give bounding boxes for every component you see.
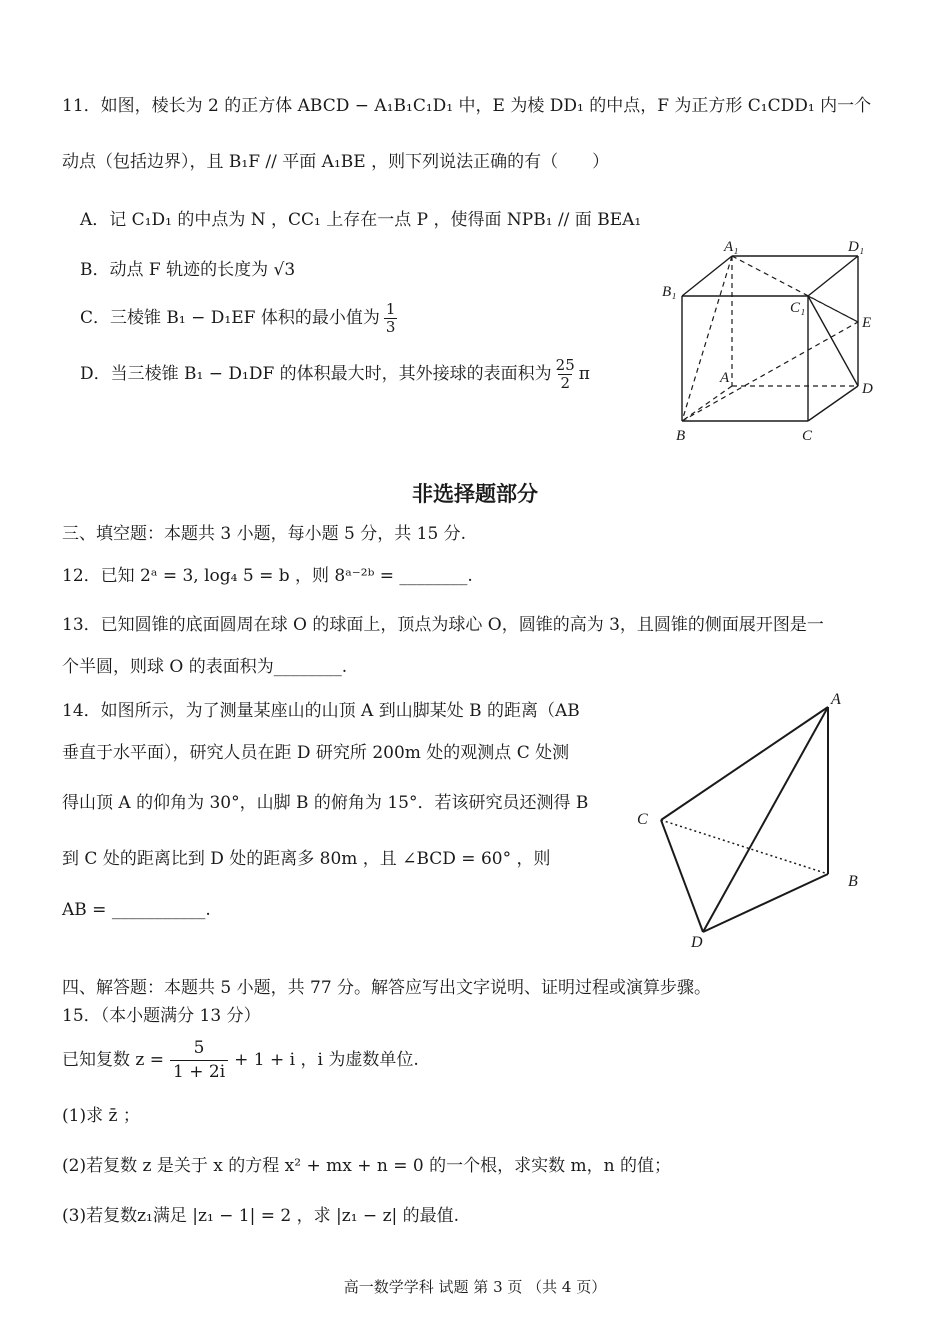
label-d: D: [862, 381, 873, 397]
q15-given: [62, 1037, 419, 1084]
q12: 12．已知 2ᵃ = 3, log₄ 5 = b ，则 8ᵃ⁻²ᵇ = ________.: [62, 566, 473, 586]
edge-b1a1: [682, 256, 732, 296]
label-b1: B₁: [662, 284, 677, 300]
label-e: E: [862, 315, 872, 331]
q14-line5: AB = ___________.: [62, 900, 211, 920]
hidden-edge-ab: [682, 386, 732, 421]
q11-option-c: [80, 301, 397, 335]
edge-c1d1: [808, 256, 858, 296]
segment-ad: [703, 707, 828, 932]
label-a: A: [831, 691, 841, 708]
part4-header: 四、解答题：本题共 5 小题，共 77 分。解答应写出文字说明、证明过程或演算步骤。: [62, 978, 712, 998]
page-footer: 高一数学学科 试题 第 3 页 （共 4 页）: [343, 1278, 607, 1296]
q14-line3: 得山顶 A 的仰角为 30°，山脚 B 的俯角为 15°．若该研究员还测得 B: [62, 793, 589, 813]
q11-stem-line1: 11．如图，棱长为 2 的正方体 ABCD − A₁B₁C₁D₁ 中，E 为棱 DD₁ 的中点，F 为正方形 C₁CDD₁ 内一个: [62, 96, 872, 116]
q14-line4: 到 C 处的距离比到 D 处的距离多 80m ，且 ∠BCD = 60° ，则: [62, 849, 551, 869]
q14-line1: 14．如图所示，为了测量某座山的山顶 A 到山脚某处 B 的距离（AB: [62, 701, 580, 721]
q11-option-d-denominator: 2: [560, 373, 570, 392]
label-c1: C₁: [790, 300, 806, 316]
q11-stem-line2: 动点（包括边界），且 B₁F // 平面 A₁BE ，则下列说法正确的有（ ）: [62, 152, 610, 172]
q11-option-c-fraction: [384, 301, 398, 335]
q15-given-denominator: 1 + 2i: [170, 1060, 228, 1084]
q15-part2: (2)若复数 z 是关于 x 的方程 x² + mx + n = 0 的一个根，求实数 m，n 的值；: [62, 1156, 671, 1176]
cube-figure: [650, 236, 890, 446]
q15-part1: (1)求 z̄ ；: [62, 1106, 140, 1126]
q11-option-d-text: D．当三棱锥 B₁ − D₁DF 的体积最大时，其外接球的表面积为: [80, 363, 552, 384]
label-d: D: [691, 934, 703, 951]
segment-cd: [661, 820, 703, 932]
q15-given-fraction: [170, 1037, 228, 1084]
edge-cd: [808, 386, 858, 421]
q11-option-c-numerator: 1: [385, 300, 396, 318]
label-b: B: [848, 873, 858, 890]
q15-given-prefix: 已知复数 z =: [62, 1050, 165, 1071]
label-d1: D₁: [848, 239, 865, 255]
q14-line2: 垂直于水平面），研究人员在距 D 研究所 200m 处的观测点 C 处测: [62, 743, 570, 763]
segment-ca: [661, 707, 828, 820]
part3-header: 三、填空题：本题共 3 小题，每小题 5 分，共 15 分.: [62, 524, 467, 544]
hidden-segment-be: [682, 322, 858, 421]
q11-option-c-denominator: 3: [385, 317, 396, 336]
q11-option-c-text: C．三棱锥 B₁ − D₁EF 体积的最小值为: [80, 307, 380, 328]
label-a1: A₁: [724, 239, 739, 255]
hidden-segment-a1b: [682, 256, 732, 421]
q11-option-d-fraction: [556, 357, 575, 391]
q11-option-d: [80, 357, 590, 391]
label-c: C: [802, 428, 813, 444]
label-c: C: [637, 811, 648, 828]
segment-db: [703, 874, 828, 932]
q11-option-d-numerator: 25: [555, 356, 575, 374]
q15-title: 15．（本小题满分 13 分）: [62, 1006, 261, 1026]
q15-given-numerator: 5: [193, 1038, 205, 1058]
mountain-figure: [625, 682, 875, 952]
q11-option-b: B．动点 F 轨迹的长度为 √3: [80, 260, 296, 280]
q13-line1: 13．已知圆锥的底面圆周在球 O 的球面上，顶点为球心 O，圆锥的高为 3，且圆锥的侧面展开图是一: [62, 615, 824, 635]
q15-given-suffix: + 1 + i ，i 为虚数单位.: [234, 1050, 419, 1071]
hidden-segment-cb: [661, 820, 828, 874]
q11-option-a: A．记 C₁D₁ 的中点为 N ，CC₁ 上存在一点 P ，使得面 NPB₁ // 面 BEA₁: [80, 210, 642, 230]
q13-line2: 个半圆，则球 O 的表面积为________.: [62, 657, 348, 677]
label-a: A: [720, 370, 730, 386]
q15-part3: (3)若复数z₁满足 |z₁ − 1| = 2 ，求 |z₁ − z| 的最值.: [62, 1206, 460, 1226]
section-title: 非选择题部分: [412, 482, 538, 506]
q11-option-d-pi: π: [578, 363, 590, 384]
label-b: B: [676, 428, 686, 444]
